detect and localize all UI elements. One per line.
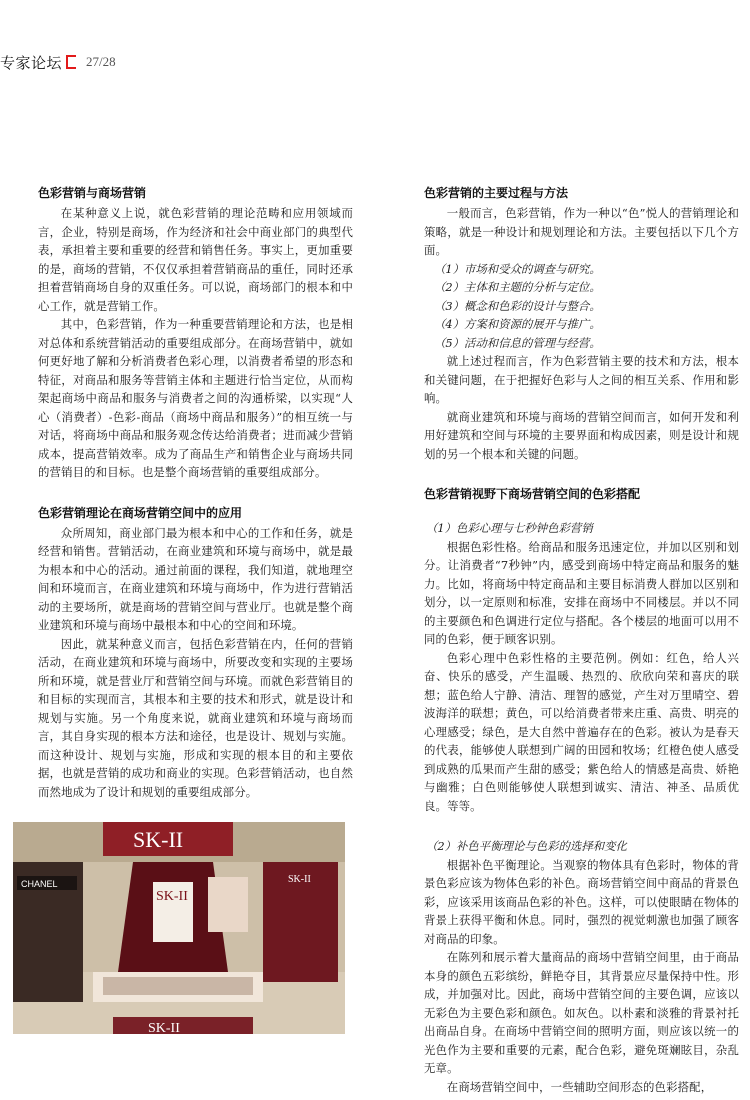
chanel-sign: CHANEL [21, 879, 58, 889]
paragraph: 因此，就某种意义而言，包括色彩营销在内，任何的营销活动，在商业建筑和环境与商场中，所要改变和实现的主要场所和环境，就是营业厅和营销空间与环境。而就色彩营销目的和目标的实现而言，其根本和主要的技术和形式，就是设计和规划与实施。另一个角度来说，就商业建筑和环境与商场而言，其自身实现的根本方法和途径，也是设计、规划与实施。而这种设计、规划与实施，形成和实现的根本目的和主要依据，也就是营销的成功和商业的实现。色彩营销活动，也自然而然地成为了设计和规划的重要组成部分。 [38, 636, 353, 799]
paragraph: 一般而言，色彩营销，作为一种以“色”悦人的营销理论和策略，就是一种设计和规划理论和方法。主要包括以下几个方面。 [424, 206, 739, 257]
paragraph: 根据补色平衡理论。当观察的物体具有色彩时，物体的背景色彩应该为物体色彩的补色。商场营销空间中商品的背景色彩，应该采用该商品色彩的补色。这样，可以使眼睛在物体的背景上获得平衡和休息。同时，强烈的视觉刺激也加强了顾客对商品的印象。 [424, 857, 739, 946]
paragraph: 在陈列和展示着大量商品的商场中营销空间里，由于商品本身的颜色五彩缤纷，鲜艳夺目，其背景应尽量保持中性。形成，并加强对比。因此，商场中营销空间的主要色调，应该以无彩色为主要色彩和颜色。如灰色。以朴素和淡雅的背景衬托出商品自身。在商场中营销空间的照明方面，则应该以统一的光色作为主要和重要的元素，配合色彩，避免斑斓眩目，杂乱无章。 [424, 950, 739, 1075]
subheading-seven-second: （1）色彩心理与七秒钟色彩营销 [426, 521, 593, 535]
left-column [38, 184, 353, 801]
brand-sign-center: SK-II [156, 889, 188, 904]
page-number: 27/28 [86, 54, 116, 69]
paragraph: 色彩心理中色彩性格的主要范例。例如：红色，给人兴奋、快乐的感受，产生温暖、热烈的、欣欣向荣和喜庆的联想；蓝色给人宁静、清洁、理智的感觉，产生对万里晴空、碧波海洋的联想；黄色，可以给消费者带来庄重、高贵、明亮的心理感受；绿色，是大自然中普遍存在的色彩。被认为是春天的代表，能够使人联想到广阔的田园和牧场；红橙色使人感受到成熟的瓜果而产生甜的感受；紫色给人的情感是高贵、娇艳与幽雅；白色则能够使人联想到诚实、清洁、神圣、品质优良。等等。 [424, 650, 739, 813]
paragraph: 在商场营销空间中，一些辅助空间形态的色彩搭配， [446, 1079, 713, 1094]
heading-theory-application: 色彩营销理论在商场营销空间中的应用 [38, 505, 243, 520]
heading-color-matching: 色彩营销视野下商场营销空间的色彩搭配 [424, 487, 641, 501]
store-photo [13, 822, 345, 1034]
list-item: （5）活动和信息的管理与经营。 [434, 335, 601, 350]
list-item: （4）方案和资源的展开与推广。 [434, 317, 601, 331]
list-item: （2）主体和主题的分析与定位。 [434, 280, 601, 294]
brand-sign-right: SK-II [288, 874, 311, 885]
right-column [424, 184, 739, 1096]
page-header [0, 50, 116, 74]
list-item: （1）市场和受众的调查与研究。 [434, 261, 601, 276]
paragraph: 就商业建筑和环境与商场的营销空间而言，如何开发和利用好建筑和空间与环境的主要界面和构成因素，则是设计和规划的另一个根本和关键的问题。 [424, 409, 739, 461]
heading-process-and-method: 色彩营销的主要过程与方法 [424, 186, 569, 200]
paragraph: 其中，色彩营销，作为一种重要营销理论和方法，也是相对总体和系统营销活动的重要组成部分。在商场营销中，就如何更好地了解和分析消费者色彩心理，以消费者希望的形态和特征，对商品和服务等营销主体和主题进行恰当定位，从而构架起商场中商品和服务与消费者之间的沟通桥梁，以实现“人心（消费者）-色彩-商品（商场中商品和服务）”的相互统一与对话，将商场中商品和服务观念传达给消费者；进而减少营销成本，提高营销效率。成为了商品生产和销售企业与商场共同的营销目的和目标。也是整个商场营销的重要组成部分。 [38, 317, 353, 479]
subheading-complementary: （2）补色平衡理论与色彩的选择和变化 [426, 839, 627, 853]
paragraph: 根据色彩性格。给商品和服务迅速定位，并加以区别和划分。让消费者“7秒钟”内，感受到商场中特定商品和服务的魅力。比如，将商场中特定商品和主要目标消费人群加以区别和划分，以一定原则和标准，安排在商场中不同楼层。并以不同的主要颜色和色调进行定位与搭配。各个楼层的地面可以用不同的色彩，便于顾客识别。 [424, 539, 739, 646]
brand-sign-bottom: SK-II [148, 1021, 180, 1034]
heading-color-marketing-and-mall: 色彩营销与商场营销 [38, 186, 147, 200]
brand-sign-top: SK-II [133, 827, 184, 852]
red-bracket-icon [66, 55, 76, 69]
paragraph: 在某种意义上说，就色彩营销的理论范畴和应用领域而言，企业，特别是商场，作为经济和社会中商业部门的典型代表，承担着主要和重要的经营和销售任务。事实上，更加重要的是，商场的营销，不仅仅承担着营销商品的重任，同时还承担着营销商场自身的双重任务。可以说，商场部门的根本和中心工作，就是营销工作。 [38, 206, 353, 313]
paragraph: 就上述过程而言，作为色彩营销主要的技术和方法，根本和关键问题，在于把握好色彩与人之间的相互关系、作用和影响。 [424, 354, 739, 405]
paragraph: 众所周知，商业部门最为根本和中心的工作和任务，就是经营和销售。营销活动，在商业建筑和环境与商场中，就是最为根本和中心的活动。通过前面的课程，我们知道，就地理空间和环境而言，在商业建筑和环境与商场中，作为进行营销活动的主要场所，就是商场的营销空间与营业厅。也就是整个商业建筑和环境与商场中最根本和中心的空间和环境。 [38, 525, 353, 632]
list-item: （3）概念和色彩的设计与整合。 [434, 298, 601, 313]
section-title: 专家论坛 [0, 53, 63, 72]
